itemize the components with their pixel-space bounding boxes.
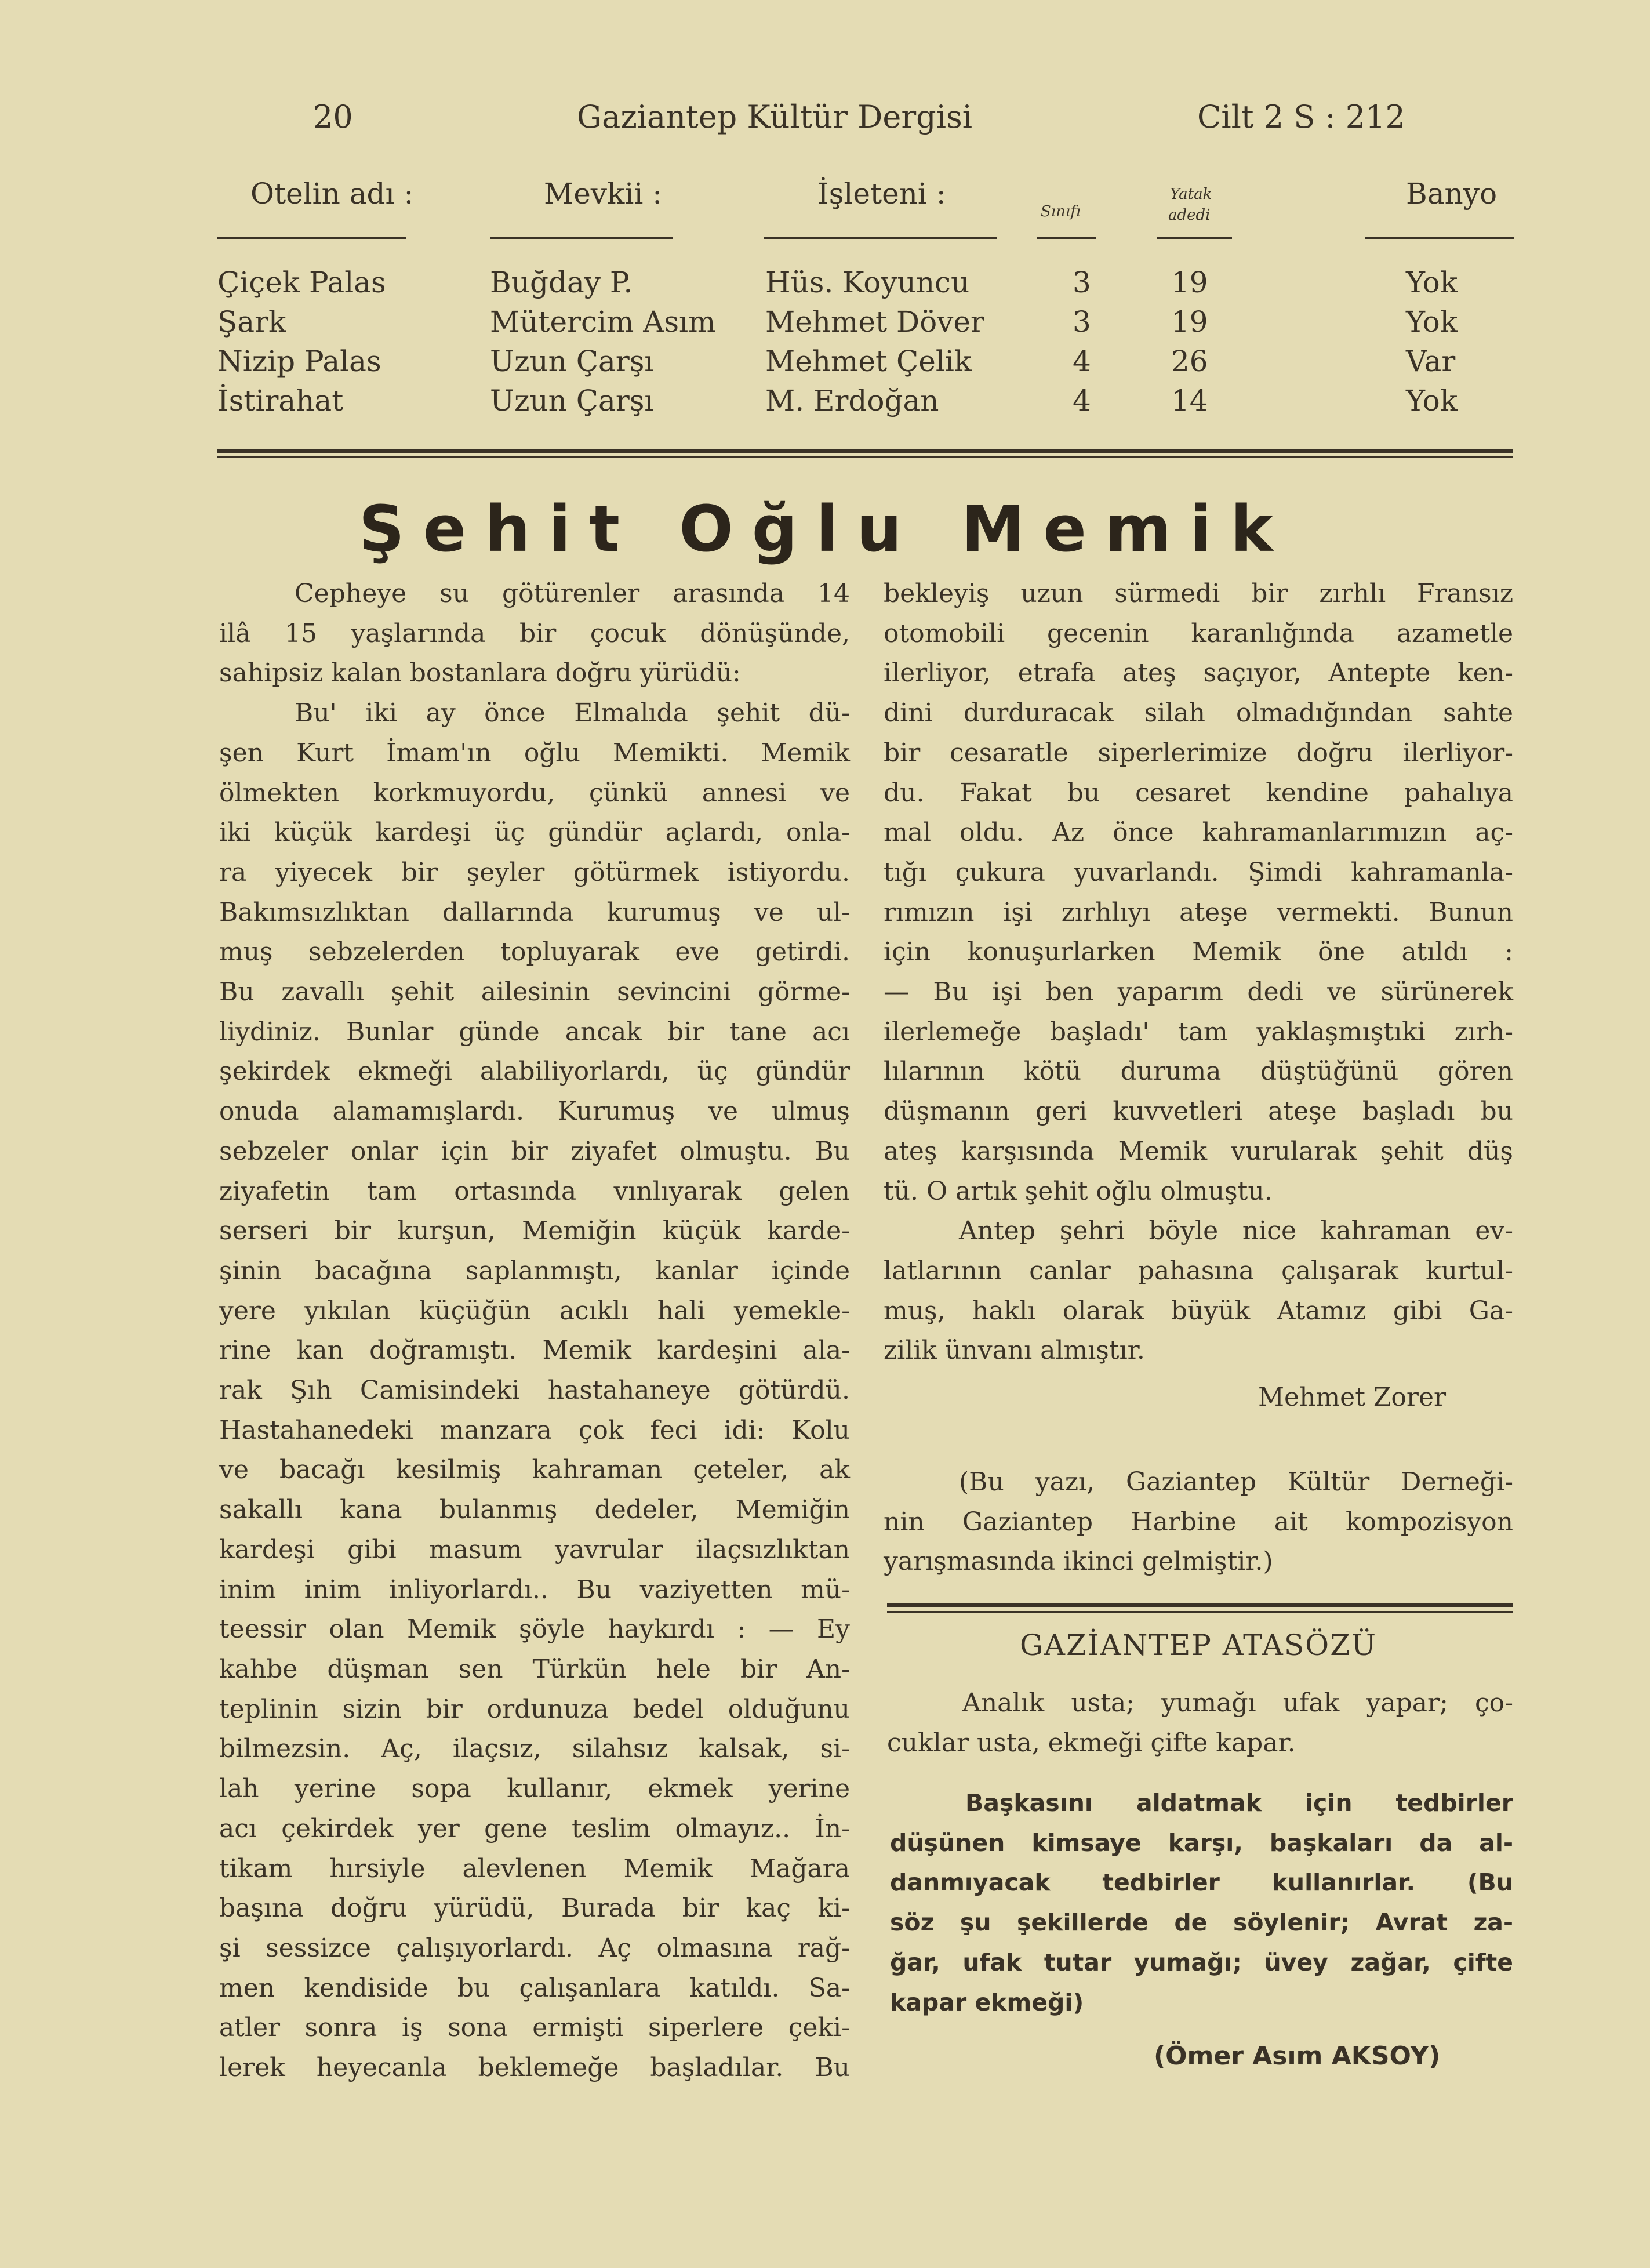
hotel-bath: Yok <box>1406 384 1458 418</box>
text-line: kardeşi gibi masum yavrular ilaçsızlıktan <box>219 1534 850 1565</box>
hotel-location: Buğday P. <box>490 266 633 299</box>
text-line: du. Fakat bu cesaret kendine pahalıya <box>884 778 1513 808</box>
text-line: şekirdek ekmeği alabiliyorlardı, üç gündür <box>219 1057 850 1087</box>
text-line: otomobili gecenin karanlığında azametle <box>884 618 1513 648</box>
text-line: lah yerine sopa kullanır, ekmek yerine <box>219 1774 850 1804</box>
section-divider <box>217 456 1513 458</box>
proverb-explanation <box>890 1783 1513 2022</box>
text-line: şinin bacağına saplanmıştı, kanlar içinde <box>219 1255 850 1286</box>
text-line: teplinin sizin bir ordunuza bedel olduğunu <box>219 1694 850 1724</box>
text-line: — Bu işi ben yaparım dedi ve sürünerek <box>884 977 1513 1007</box>
text-line: rine kan doğramıştı. Memik kardeşini ala- <box>219 1336 850 1366</box>
hotel-location: Uzun Çarşı <box>490 344 654 378</box>
hotel-operator: Mehmet Çelik <box>765 344 972 378</box>
text-line: düşünen kimsaye karşı, başkaları da al- <box>890 1828 1513 1857</box>
text-line: sakallı kana bulanmış dedeler, Memiğin <box>219 1495 850 1525</box>
text-line: yarışmasında ikinci gelmiştir.) <box>884 1547 1273 1577</box>
hotel-operator: M. Erdoğan <box>765 384 939 418</box>
hotel-location: Mütercim Asım <box>490 305 716 339</box>
article-right-column <box>884 574 1513 1371</box>
article-title: Şehit Oğlu Memik <box>358 492 1292 566</box>
header-rule <box>1157 237 1232 239</box>
text-line: ateş karşısında Memik vurularak şehit düş <box>884 1136 1513 1166</box>
hotel-beds: 26 <box>1171 344 1208 378</box>
text-line: teessir olan Memik şöyle haykırdı : — Ey <box>219 1614 850 1645</box>
hotel-operator: Mehmet Döver <box>765 305 984 339</box>
text-line: muş, haklı olarak büyük Atamız gibi Ga- <box>884 1296 1513 1326</box>
hotel-bath: Yok <box>1406 266 1458 299</box>
article-author: Mehmet Zorer <box>1258 1382 1447 1412</box>
text-line: Bu' iki ay önce Elmalıda şehit dü- <box>295 698 850 728</box>
hotel-bath: Yok <box>1406 305 1458 339</box>
hotel-name: Nizip Palas <box>217 344 381 378</box>
text-line: kapar ekmeği) <box>890 1988 1084 2016</box>
header-rule <box>1365 237 1514 239</box>
text-line: Hastahanedeki manzara çok feci idi: Kolu <box>219 1415 850 1445</box>
text-line: lılarının kötü duruma düştüğünü gören <box>884 1057 1513 1087</box>
text-line: acı çekirdek yer gene teslim olmayız.. İn- <box>219 1813 850 1844</box>
text-line: ra yiyecek bir şeyler götürmek istiyordu. <box>219 857 850 887</box>
proverb-heading: GAZİANTEP ATASÖZÜ <box>1019 1628 1377 1662</box>
text-line: serseri bir kurşun, Memiğin küçük karde- <box>219 1216 850 1246</box>
header-rule <box>1037 237 1096 239</box>
col-header-name: Otelin adı : <box>250 177 414 211</box>
text-line: tikam hırsiyle alevlenen Memik Mağara <box>219 1853 850 1884</box>
text-line: tü. O artık şehit oğlu olmuştu. <box>884 1176 1273 1206</box>
volume-issue: Cilt 2 S : 212 <box>1197 99 1405 135</box>
text-line: bilmezsin. Aç, ilaçsız, silahsız kalsak, si- <box>219 1734 850 1764</box>
text-line: zilik ünvanı almıştır. <box>884 1336 1145 1366</box>
header-rule <box>490 237 673 239</box>
text-line: bekleyiş uzun sürmedi bir zırhlı Fransız <box>884 579 1513 608</box>
text-line: ilerliyor, etrafa ateş saçıyor, Antepte ken- <box>884 658 1513 688</box>
text-line: dini durduracak silah olmadığından sahte <box>884 698 1513 728</box>
text-line: tığı çukura yuvarlandı. Şimdi kahramanla- <box>884 857 1513 887</box>
text-line: şen Kurt İmam'ın oğlu Memikti. Memik <box>219 738 850 768</box>
text-line: yere yıkılan küçüğün acıklı hali yemekle- <box>219 1296 850 1326</box>
header-rule <box>764 237 997 239</box>
text-line: muş sebzelerden topluyarak eve getirdi. <box>219 937 850 967</box>
hotel-class: 3 <box>1073 266 1091 299</box>
section-divider <box>887 1611 1513 1613</box>
col-header-class: Sınıfı <box>1041 203 1081 220</box>
text-line: inim inim inliyorlardı.. Bu vaziyetten mü- <box>219 1574 850 1605</box>
text-line: iki küçük kardeşi üç gündür açlardı, onla- <box>219 818 850 848</box>
hotel-name: Çiçek Palas <box>217 266 386 299</box>
page-number: 20 <box>313 99 353 135</box>
text-line: Analık usta; yumağı ufak yapar; ço- <box>962 1688 1513 1718</box>
text-line: ve bacağı kesilmiş kahraman çeteler, ak <box>219 1455 850 1485</box>
text-line: rımızın işi zırhlıyı ateşe vermekti. Bunun <box>884 897 1513 927</box>
col-header-location: Mevkii : <box>544 177 663 211</box>
proverb-author: (Ömer Asım AKSOY) <box>1154 2041 1441 2071</box>
text-line: cuklar usta, ekmeği çifte kapar. <box>887 1728 1296 1758</box>
col-header-beds-2: adedi <box>1168 206 1211 224</box>
text-line: sahipsiz kalan bostanlara doğru yürüdü: <box>219 658 741 688</box>
col-header-beds-1: Yatak <box>1170 186 1212 203</box>
hotel-bath: Var <box>1406 344 1456 378</box>
text-line: (Bu yazı, Gaziantep Kültür Derneği- <box>959 1467 1513 1497</box>
text-line: Cepheye su götürenler arasında 14 <box>295 579 850 608</box>
article-left-column <box>219 574 850 2088</box>
hotel-beds: 19 <box>1171 305 1208 339</box>
hotel-beds: 19 <box>1171 266 1208 299</box>
text-line: liydiniz. Bunlar günde ancak bir tane acı <box>219 1017 850 1047</box>
article-note <box>884 1463 1513 1582</box>
text-line: ziyafetin tam ortasında vınlıyarak gelen <box>219 1176 850 1206</box>
text-line: düşmanın geri kuvvetleri ateşe başladı bu <box>884 1097 1513 1127</box>
col-header-operator: İşleteni : <box>817 177 946 211</box>
hotel-location: Uzun Çarşı <box>490 384 654 418</box>
text-line: men kendiside bu çalışanlara katıldı. Sa- <box>219 1973 850 2003</box>
text-line: mal oldu. Az önce kahramanlarımızın aç- <box>884 818 1513 848</box>
section-divider <box>887 1603 1513 1607</box>
text-line: onuda alamamışlardı. Kurumuş ve ulmuş <box>219 1097 850 1127</box>
text-line: danmıyacak tedbirler kullanırlar. (Bu <box>890 1868 1513 1897</box>
text-line: bir cesaratle siperlerimize doğru ilerliyor- <box>884 738 1513 768</box>
text-line: Antep şehri böyle nice kahraman ev- <box>959 1216 1513 1246</box>
text-line: rak Şıh Camisindeki hastahaneye götürdü. <box>219 1376 850 1406</box>
text-line: başına doğru yürüdü, Burada bir kaç ki- <box>219 1893 850 1924</box>
text-line: ilâ 15 yaşlarında bir çocuk dönüşünde, <box>219 618 850 648</box>
journal-title: Gaziantep Kültür Dergisi <box>577 99 972 135</box>
col-header-bath: Banyo <box>1406 177 1498 211</box>
text-line: Bakımsızlıktan dallarında kurumuş ve ul- <box>219 897 850 927</box>
hotel-name: Şark <box>217 305 286 339</box>
text-line: Bu zavallı şehit ailesinin sevincini görme- <box>219 977 850 1007</box>
hotel-beds: 14 <box>1171 384 1208 418</box>
text-line: nin Gaziantep Harbine ait kompozisyon <box>884 1507 1513 1537</box>
hotel-class: 3 <box>1073 305 1091 339</box>
hotel-class: 4 <box>1073 344 1091 378</box>
proverb-text <box>887 1683 1513 1763</box>
text-line: kahbe düşman sen Türkün hele bir An- <box>219 1654 850 1684</box>
text-line: atler sonra iş sona ermişti siperlere çeki- <box>219 2013 850 2043</box>
text-line: ğar, ufak tutar yumağı; üvey zağar, çifte <box>890 1948 1513 1976</box>
text-line: şi sessizce çalışıyorlardı. Aç olmasına rağ- <box>219 1933 850 1963</box>
text-line: ölmekten korkmuyordu, çünkü annesi ve <box>219 778 850 808</box>
text-line: için konuşurlarken Memik öne atıldı : <box>884 937 1513 967</box>
text-line: sebzeler onlar için bir ziyafet olmuştu. Bu <box>219 1136 850 1166</box>
hotel-operator: Hüs. Koyuncu <box>765 266 970 299</box>
hotel-name: İstirahat <box>217 384 344 418</box>
text-line: latlarının canlar pahasına çalışarak kurtul- <box>884 1255 1513 1286</box>
section-divider <box>217 449 1513 453</box>
text-line: lerek heyecanla beklemeğe başladılar. Bu <box>219 2053 850 2083</box>
text-line: söz şu şekillerde de söylenir; Avrat za- <box>890 1908 1513 1937</box>
text-line: Başkasını aldatmak için tedbirler <box>965 1789 1513 1817</box>
header-rule <box>217 237 406 239</box>
text-line: ilerlemeğe başladı' tam yaklaşmıştıki zırh- <box>884 1017 1513 1047</box>
hotel-class: 4 <box>1073 384 1091 418</box>
